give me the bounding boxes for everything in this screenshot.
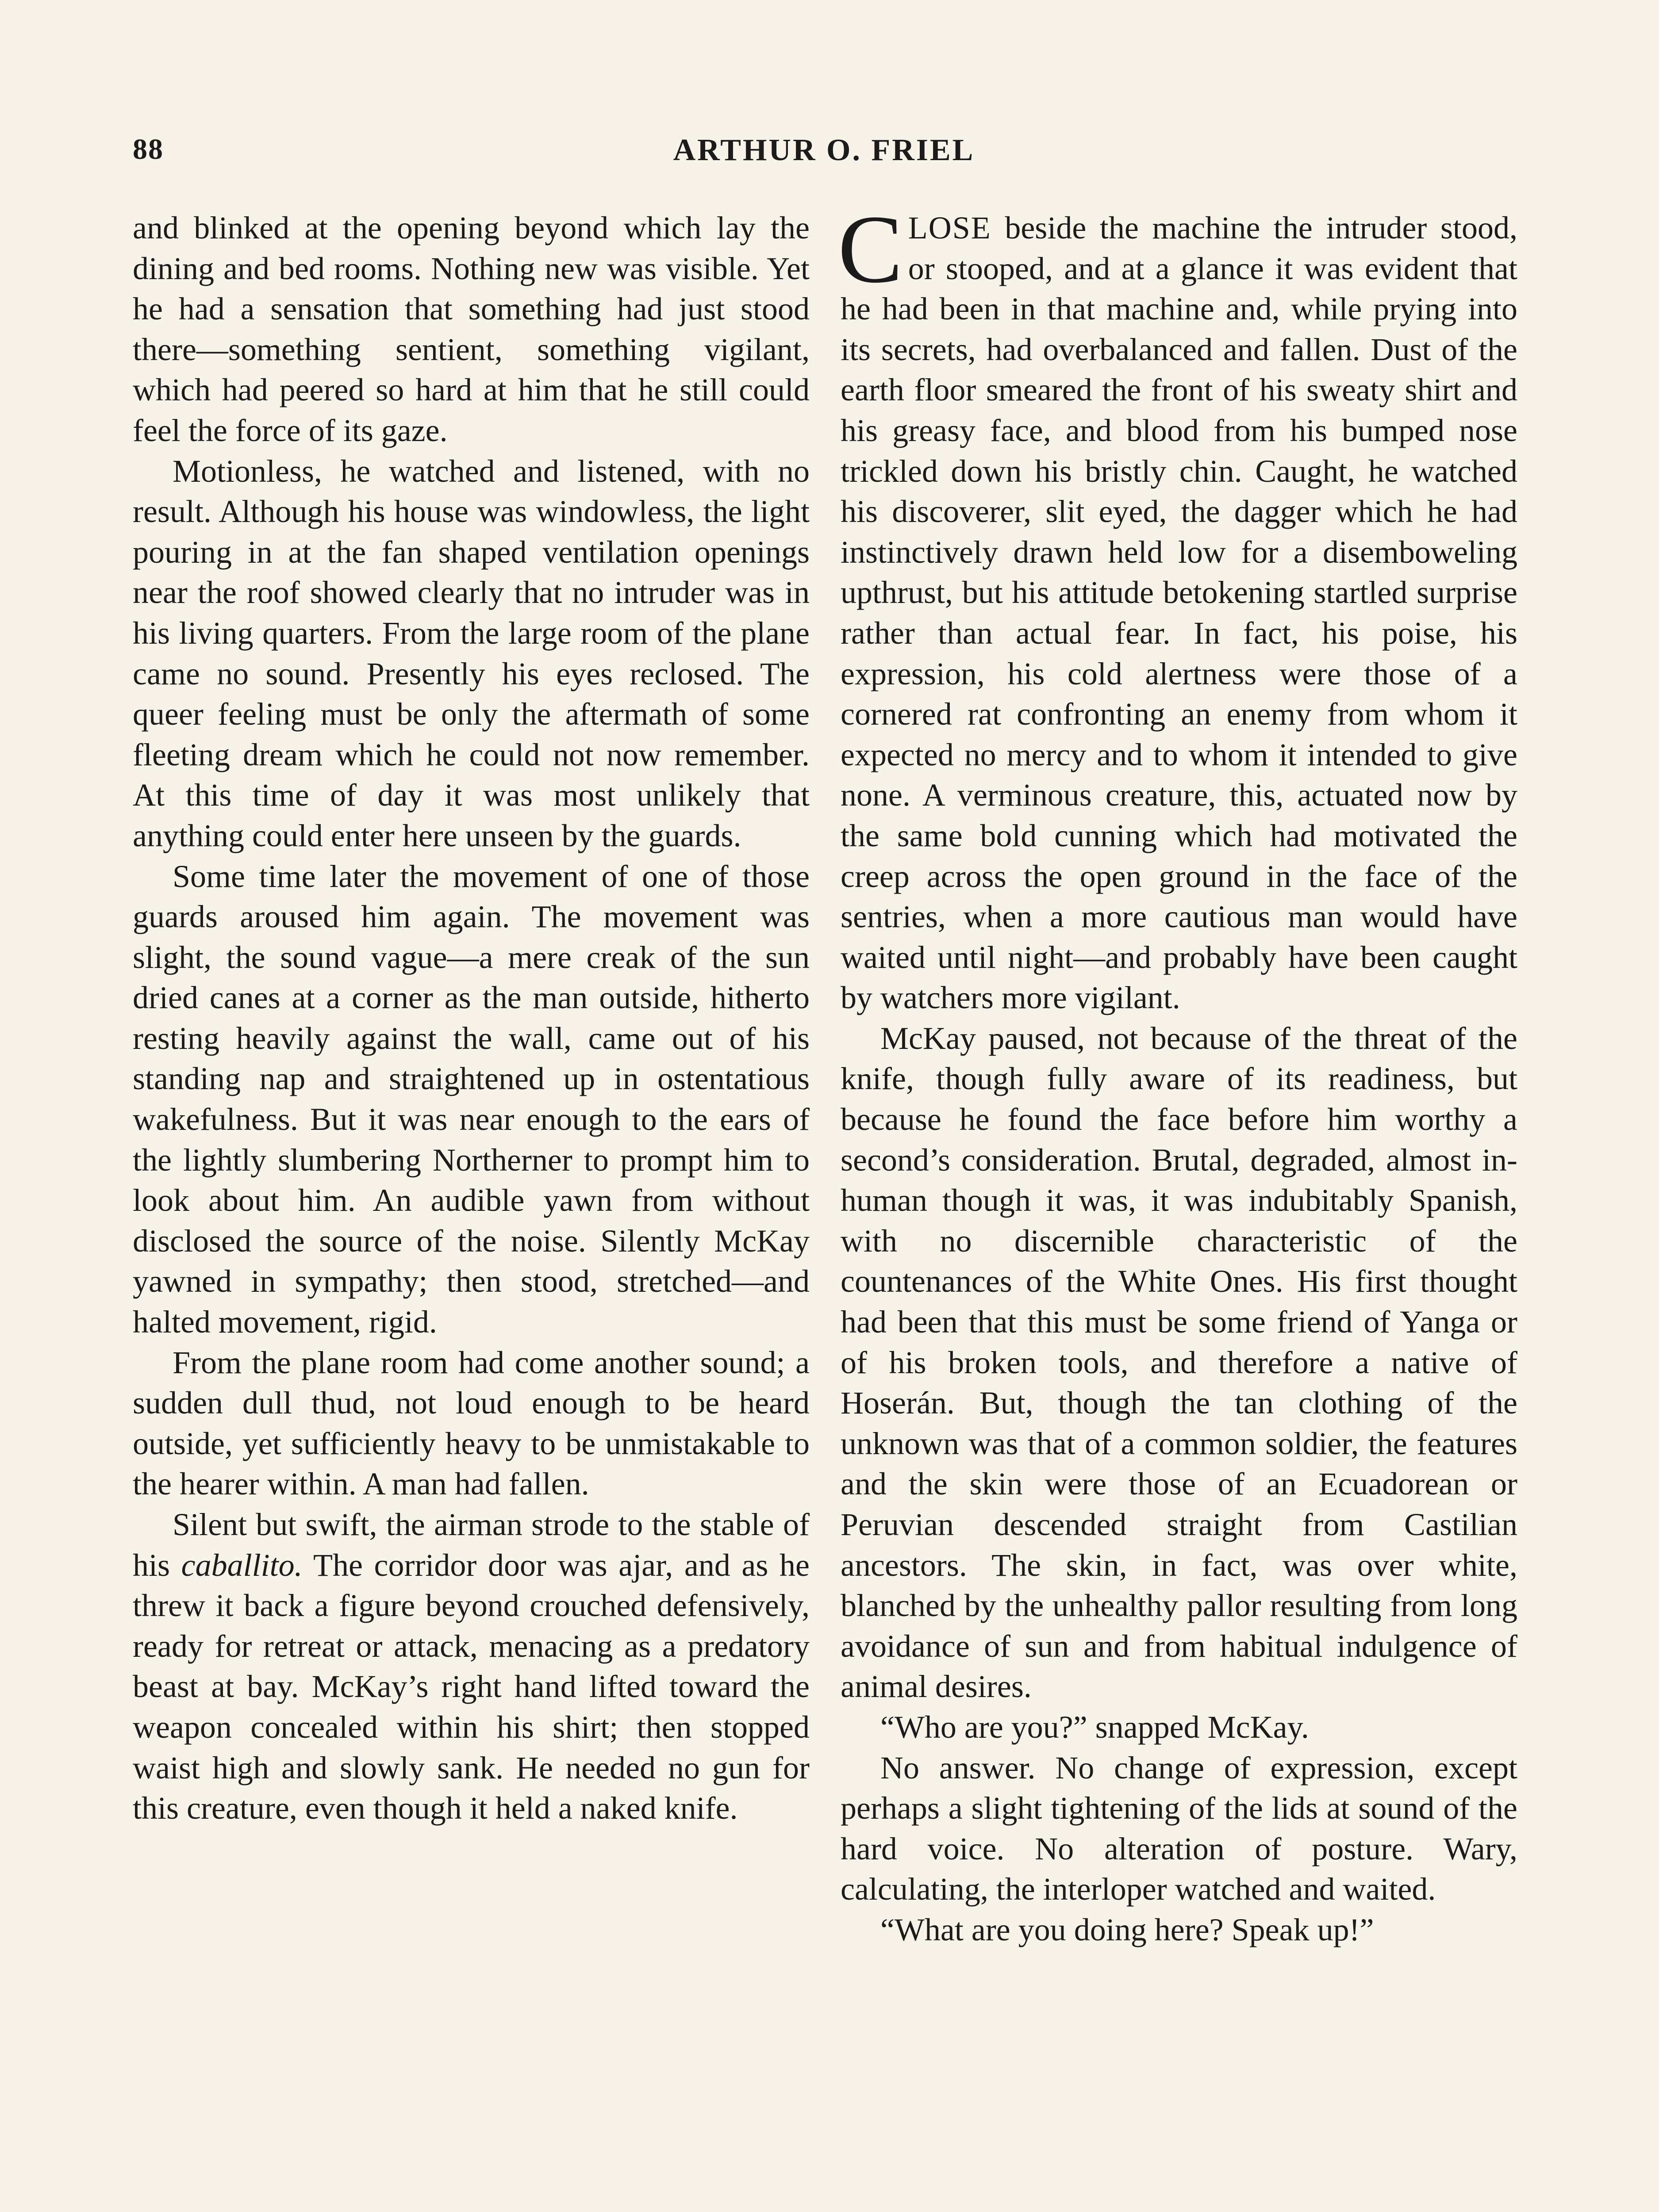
opening-paragraph <box>838 195 1517 1018</box>
paragraph: McKay paused, not because of the threat of the knife, though fully aware of its readiness, but because he found the face before him worthy a second’s consideration. Brutal, degraded, almost inhuman though it was, it was indubitably Spanish, with no discernible characteristic of the countenances of the White Ones. His first thought had been that this must be some friend of Yanga or of his broken tools, and therefore a native of Hoserán. But, though the tan clothing of the unknown was that of a common soldier, the features and the skin were those of an Ecuadorean or Peruvian descended straight from Castilian ancestors. The skin, in fact, was over white, blanched by the unhealthy pallor resulting from long avoidance of sun and from habitual indulgence of animal desires. <box>841 1020 1517 1705</box>
italic-word: caballito. <box>181 1547 303 1583</box>
paragraph: “What are you doing here? Speak up!” <box>880 1912 1374 1947</box>
paragraph: Motionless, he watched and listened, with no result. Although his house was windowless, the light pouring in at the fan shaped ventilation openings near the roof showed clearly that no intruder was in his living quarters. From the large room of the plane came no sound. Presently his eyes reclosed. The queer feeling must be only the aftermath of some fleeting dream which he could not now remember. At this time of day it was most unlikely that anything could enter here unseen by the guards. <box>133 453 810 853</box>
page-header <box>133 133 1515 186</box>
paragraph-text: Silent but swift, the airman strode to the stable of his <box>133 1507 810 1583</box>
paragraph <box>133 1505 810 1829</box>
page-number: 88 <box>133 133 164 165</box>
opening-caps: LOSE <box>908 210 991 246</box>
paragraph: From the plane room had come another sound; a sudden dull thud, not loud enough to be heard outside, yet sufficiently heavy to be unmistakable to the hearer within. A man had fallen. <box>133 1344 810 1502</box>
running-head-author: ARTHUR O. FRIEL <box>673 133 975 167</box>
drop-cap: C <box>838 195 903 303</box>
paragraph: No answer. No change of expression, except perhaps a slight tightening of the lids at sound of the hard voice. No alteration of posture. Wary, calculating, the interloper watched and waited. <box>841 1750 1517 1907</box>
paragraph: “Who are you?” snapped McKay. <box>880 1709 1309 1745</box>
paragraph-text: beside the machine the intruder stood, or stooped, and at a glance it was evident that he had been in that machine and, while prying into its secrets, had overbalanced and fallen. Dust of the earth floor smeared the front of his sweaty shirt and his greasy face, and blood from his bumped nose trickled down his bristly chin. Caught, he watched his discoverer, slit eyed, the dagger which he had instinctively drawn held low for a disemboweling upthrust, but his attitude betokening startled surprise rather than actual fear. In fact, his poise, his expression, his cold alertness were those of a cornered rat confronting an enemy from whom it expected no mercy and to whom it intended to give none. A verminous creature, this, actuated now by the same bold cunning which had motivated the creep across the open ground in the face of the sentries, when a more cautious man would have waited until night—and probably have been caught by watchers more vigilant. <box>841 210 1517 1016</box>
paragraph-text: The corridor door was ajar, and as he threw it back a figure beyond crouched defensively, ready for retreat or attack, menacing as a predatory beast at bay. McKay’s right hand lifted toward the weapon concealed within his shirt; then stopped waist high and slowly sank. He needed no gun for this creature, even though it held a naked knife. <box>133 1547 810 1826</box>
left-column <box>133 208 810 1829</box>
paragraph: and blinked at the opening beyond which lay the dining and bed rooms. Nothing new was visible. Yet he had a sensation that something had just stood there—something sentient, something vigilant, which had peered so hard at him that he still could feel the force of its gaze. <box>133 210 810 448</box>
right-column <box>838 195 1517 1951</box>
paragraph: Some time later the movement of one of those guards aroused him again. The movement was slight, the sound vague—a mere creak of the sun dried canes at a corner as the man outside, hitherto resting heavily against the wall, came out of his standing nap and straightened up in ostentatious wakefulness. But it was near enough to the ears of the lightly slumbering Northerner to prompt him to look about him. An audible yawn from without disclosed the source of the noise. Silently McKay yawned in sympathy; then stood, stretched—and halted movement, rigid. <box>133 858 810 1340</box>
